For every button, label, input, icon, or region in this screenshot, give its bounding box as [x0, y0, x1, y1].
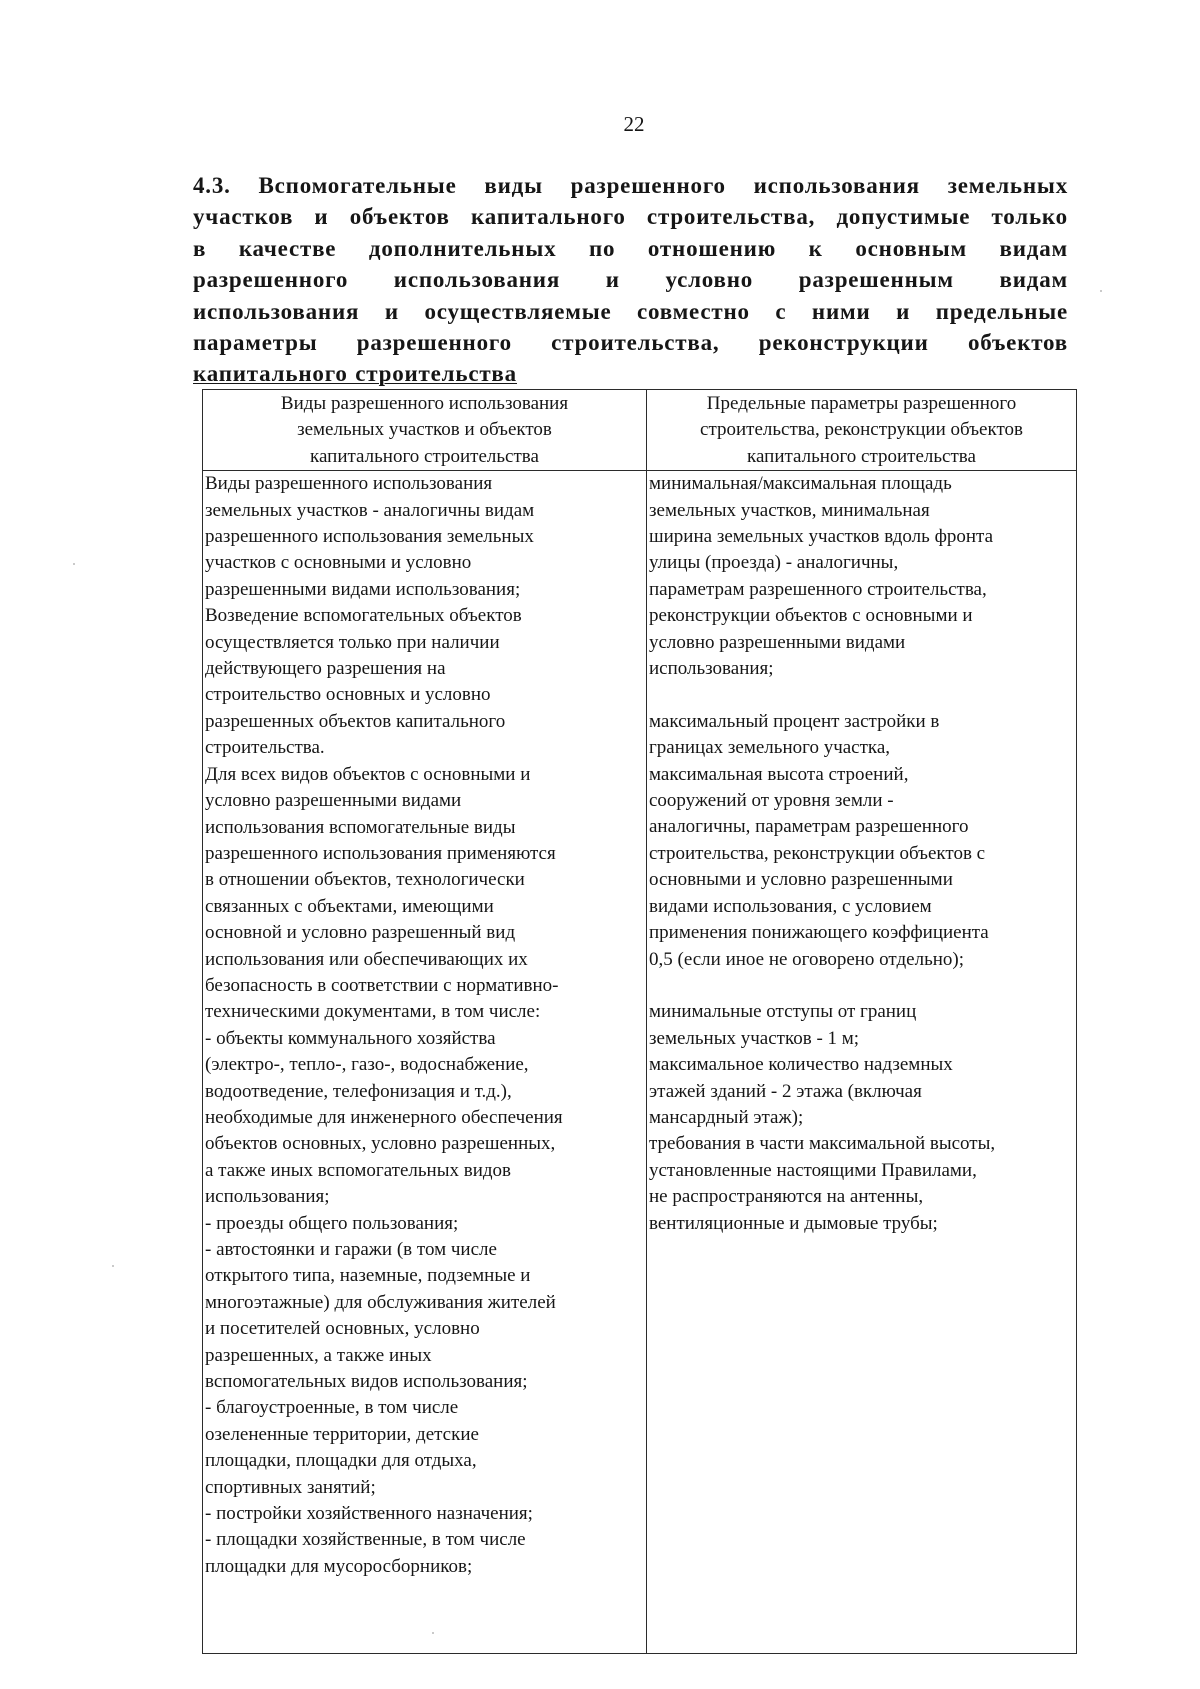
cell-line: максимальный процент застройки в — [649, 710, 940, 732]
cell-line: связанных с объектами, имеющими — [205, 895, 494, 917]
cell-line: основными и условно разрешенными — [649, 869, 953, 891]
cell-line: - постройки хозяйственного назначения; — [205, 1503, 533, 1525]
cell-line: строительства. — [205, 737, 325, 759]
cell-line: Возведение вспомогательных объектов — [205, 605, 522, 627]
scan-speck — [432, 1632, 434, 1634]
scan-speck — [112, 1265, 114, 1267]
scan-speck — [1100, 290, 1102, 292]
cell-line: использования; — [649, 658, 774, 680]
cell-line: видами использования, с условием — [649, 895, 932, 917]
cell-line: требования в части максимальной высоты, — [649, 1133, 996, 1155]
cell-line: озелененные территории, детские — [205, 1423, 479, 1445]
table-row — [203, 471, 1077, 1654]
header-permitted-use-types — [203, 390, 647, 471]
cell-line: вентиляционные и дымовые трубы; — [649, 1212, 938, 1234]
cell-line: участков с основными и условно — [205, 552, 472, 574]
header-line: капитального строительства — [747, 445, 976, 467]
cell-line: мансардный этаж); — [649, 1106, 804, 1128]
cell-line: установленные настоящими Правилами, — [649, 1159, 977, 1181]
cell-line: максимальное количество надземных — [649, 1054, 953, 1076]
heading-line: в качестве дополнительных по отношению к основным видам — [193, 235, 1068, 261]
cell-line: осуществляется только при наличии — [205, 631, 500, 653]
blank-line — [649, 682, 1074, 708]
cell-line: параметрам разрешенного строительства, — [649, 578, 987, 600]
cell-line: этажей зданий - 2 этажа (включая — [649, 1080, 922, 1102]
cell-line: использования или обеспечивающих их — [205, 948, 528, 970]
cell-line: условно разрешенными видами — [205, 790, 462, 812]
cell-line: максимальная высота строений, — [649, 763, 909, 785]
heading-line: 4.3. Вспомогательные виды разрешенного использования земельных — [193, 173, 1068, 198]
cell-line: объектов основных, условно разрешенных, — [205, 1133, 556, 1155]
header-line: строительства, реконструкции объектов — [700, 419, 1023, 441]
cell-line: Виды разрешенного использования — [205, 473, 493, 495]
heading-line: использования и осуществляемые совместно с ними и предельные — [193, 298, 1068, 324]
cell-line: - автостоянки и гаражи (в том числе — [205, 1239, 497, 1260]
heading-line: разрешенного использования и условно разрешенным видам — [193, 267, 1068, 293]
cell-line: применения понижающего коэффициента — [649, 922, 989, 944]
cell-line: - проезды общего пользования; — [205, 1212, 459, 1234]
blank-line — [649, 973, 1074, 999]
cell-line: площадки для мусоросборников; — [205, 1555, 473, 1577]
cell-line: и посетителей основных, условно — [205, 1318, 480, 1340]
cell-line: основной и условно разрешенный вид — [205, 922, 516, 944]
cell-line: (электро-, тепло-, газо-, водоснабжение, — [205, 1054, 529, 1076]
cell-line: разрешенными видами использования; — [205, 578, 521, 600]
cell-line: техническими документами, в том числе: — [205, 1001, 541, 1023]
cell-line: границах земельного участка, — [649, 737, 891, 759]
heading-line: капитального строительства — [193, 361, 517, 387]
page-number: 22 — [623, 112, 645, 136]
cell-line: 0,5 (если иное не оговорено отдельно); — [649, 948, 965, 970]
cell-line: использования вспомогательные виды — [205, 816, 516, 838]
header-line: Виды разрешенного использования — [280, 393, 569, 414]
cell-line: реконструкции объектов с основными и — [649, 605, 973, 627]
cell-line: многоэтажные) для обслуживания жителей — [205, 1291, 556, 1313]
cell-line: строительства, реконструкции объектов с — [649, 842, 986, 864]
cell-line: водоотведение, телефонизация и т.д.), — [205, 1080, 512, 1102]
cell-line: разрешенного использования земельных — [205, 526, 534, 548]
heading-line: параметры разрешенного строительства, реконструкции объектов — [193, 330, 1068, 356]
cell-line: сооружений от уровня земли - — [649, 790, 894, 812]
cell-line: земельных участков - аналогичны видам — [205, 499, 535, 521]
cell-line: разрешенных, а также иных — [205, 1344, 432, 1366]
heading-line: участков и объектов капитального строительства, допустимые только — [193, 204, 1068, 230]
cell-line: необходимые для инженерного обеспечения — [205, 1106, 563, 1128]
cell-line: открытого типа, наземные, подземные и — [205, 1265, 531, 1287]
cell-construction-parameters — [647, 471, 1077, 1654]
header-line: капитального строительства — [310, 445, 539, 467]
cell-line: площадки, площадки для отдыха, — [205, 1450, 477, 1472]
cell-line: действующего разрешения на — [205, 658, 446, 680]
cell-line: - благоустроенные, в том числе — [205, 1397, 459, 1419]
header-line: Предельные параметры разрешенного — [706, 393, 1017, 414]
table-header-row — [203, 390, 1077, 471]
cell-line: аналогичны, параметрам разрешенного — [649, 816, 969, 838]
cell-line: в отношении объектов, технологически — [205, 869, 525, 891]
cell-line: земельных участков, минимальная — [649, 499, 930, 521]
cell-line: условно разрешенными видами — [649, 631, 906, 653]
cell-auxiliary-use-types — [203, 471, 647, 1654]
header-construction-limits — [647, 390, 1077, 471]
cell-line: минимальные отступы от границ — [649, 1001, 917, 1023]
cell-line: спортивных занятий; — [205, 1476, 376, 1498]
section-heading — [193, 170, 1068, 390]
cell-line: вспомогательных видов использования; — [205, 1371, 528, 1393]
cell-line: строительство основных и условно — [205, 684, 491, 706]
header-line: земельных участков и объектов — [297, 419, 552, 441]
cell-line: ширина земельных участков вдоль фронта — [649, 526, 994, 548]
cell-line: земельных участков - 1 м; — [649, 1027, 860, 1049]
cell-line: а также иных вспомогательных видов — [205, 1159, 511, 1181]
cell-line: разрешенных объектов капитального — [205, 710, 506, 732]
scan-speck — [73, 563, 75, 565]
cell-line: улицы (проезда) - аналогичны, — [649, 552, 899, 574]
cell-line: безопасность в соответствии с нормативно- — [205, 974, 559, 996]
cell-line: разрешенного использования применяются — [205, 842, 556, 864]
cell-line: - площадки хозяйственные, в том числе — [205, 1529, 526, 1551]
cell-line: использования; — [205, 1186, 330, 1208]
cell-line: Для всех видов объектов с основными и — [205, 763, 531, 785]
permitted-use-table — [202, 389, 1077, 1654]
cell-line: - объекты коммунального хозяйства — [205, 1027, 496, 1049]
cell-line: не распространяются на антенны, — [649, 1186, 924, 1208]
cell-line: минимальная/максимальная площадь — [649, 473, 952, 495]
